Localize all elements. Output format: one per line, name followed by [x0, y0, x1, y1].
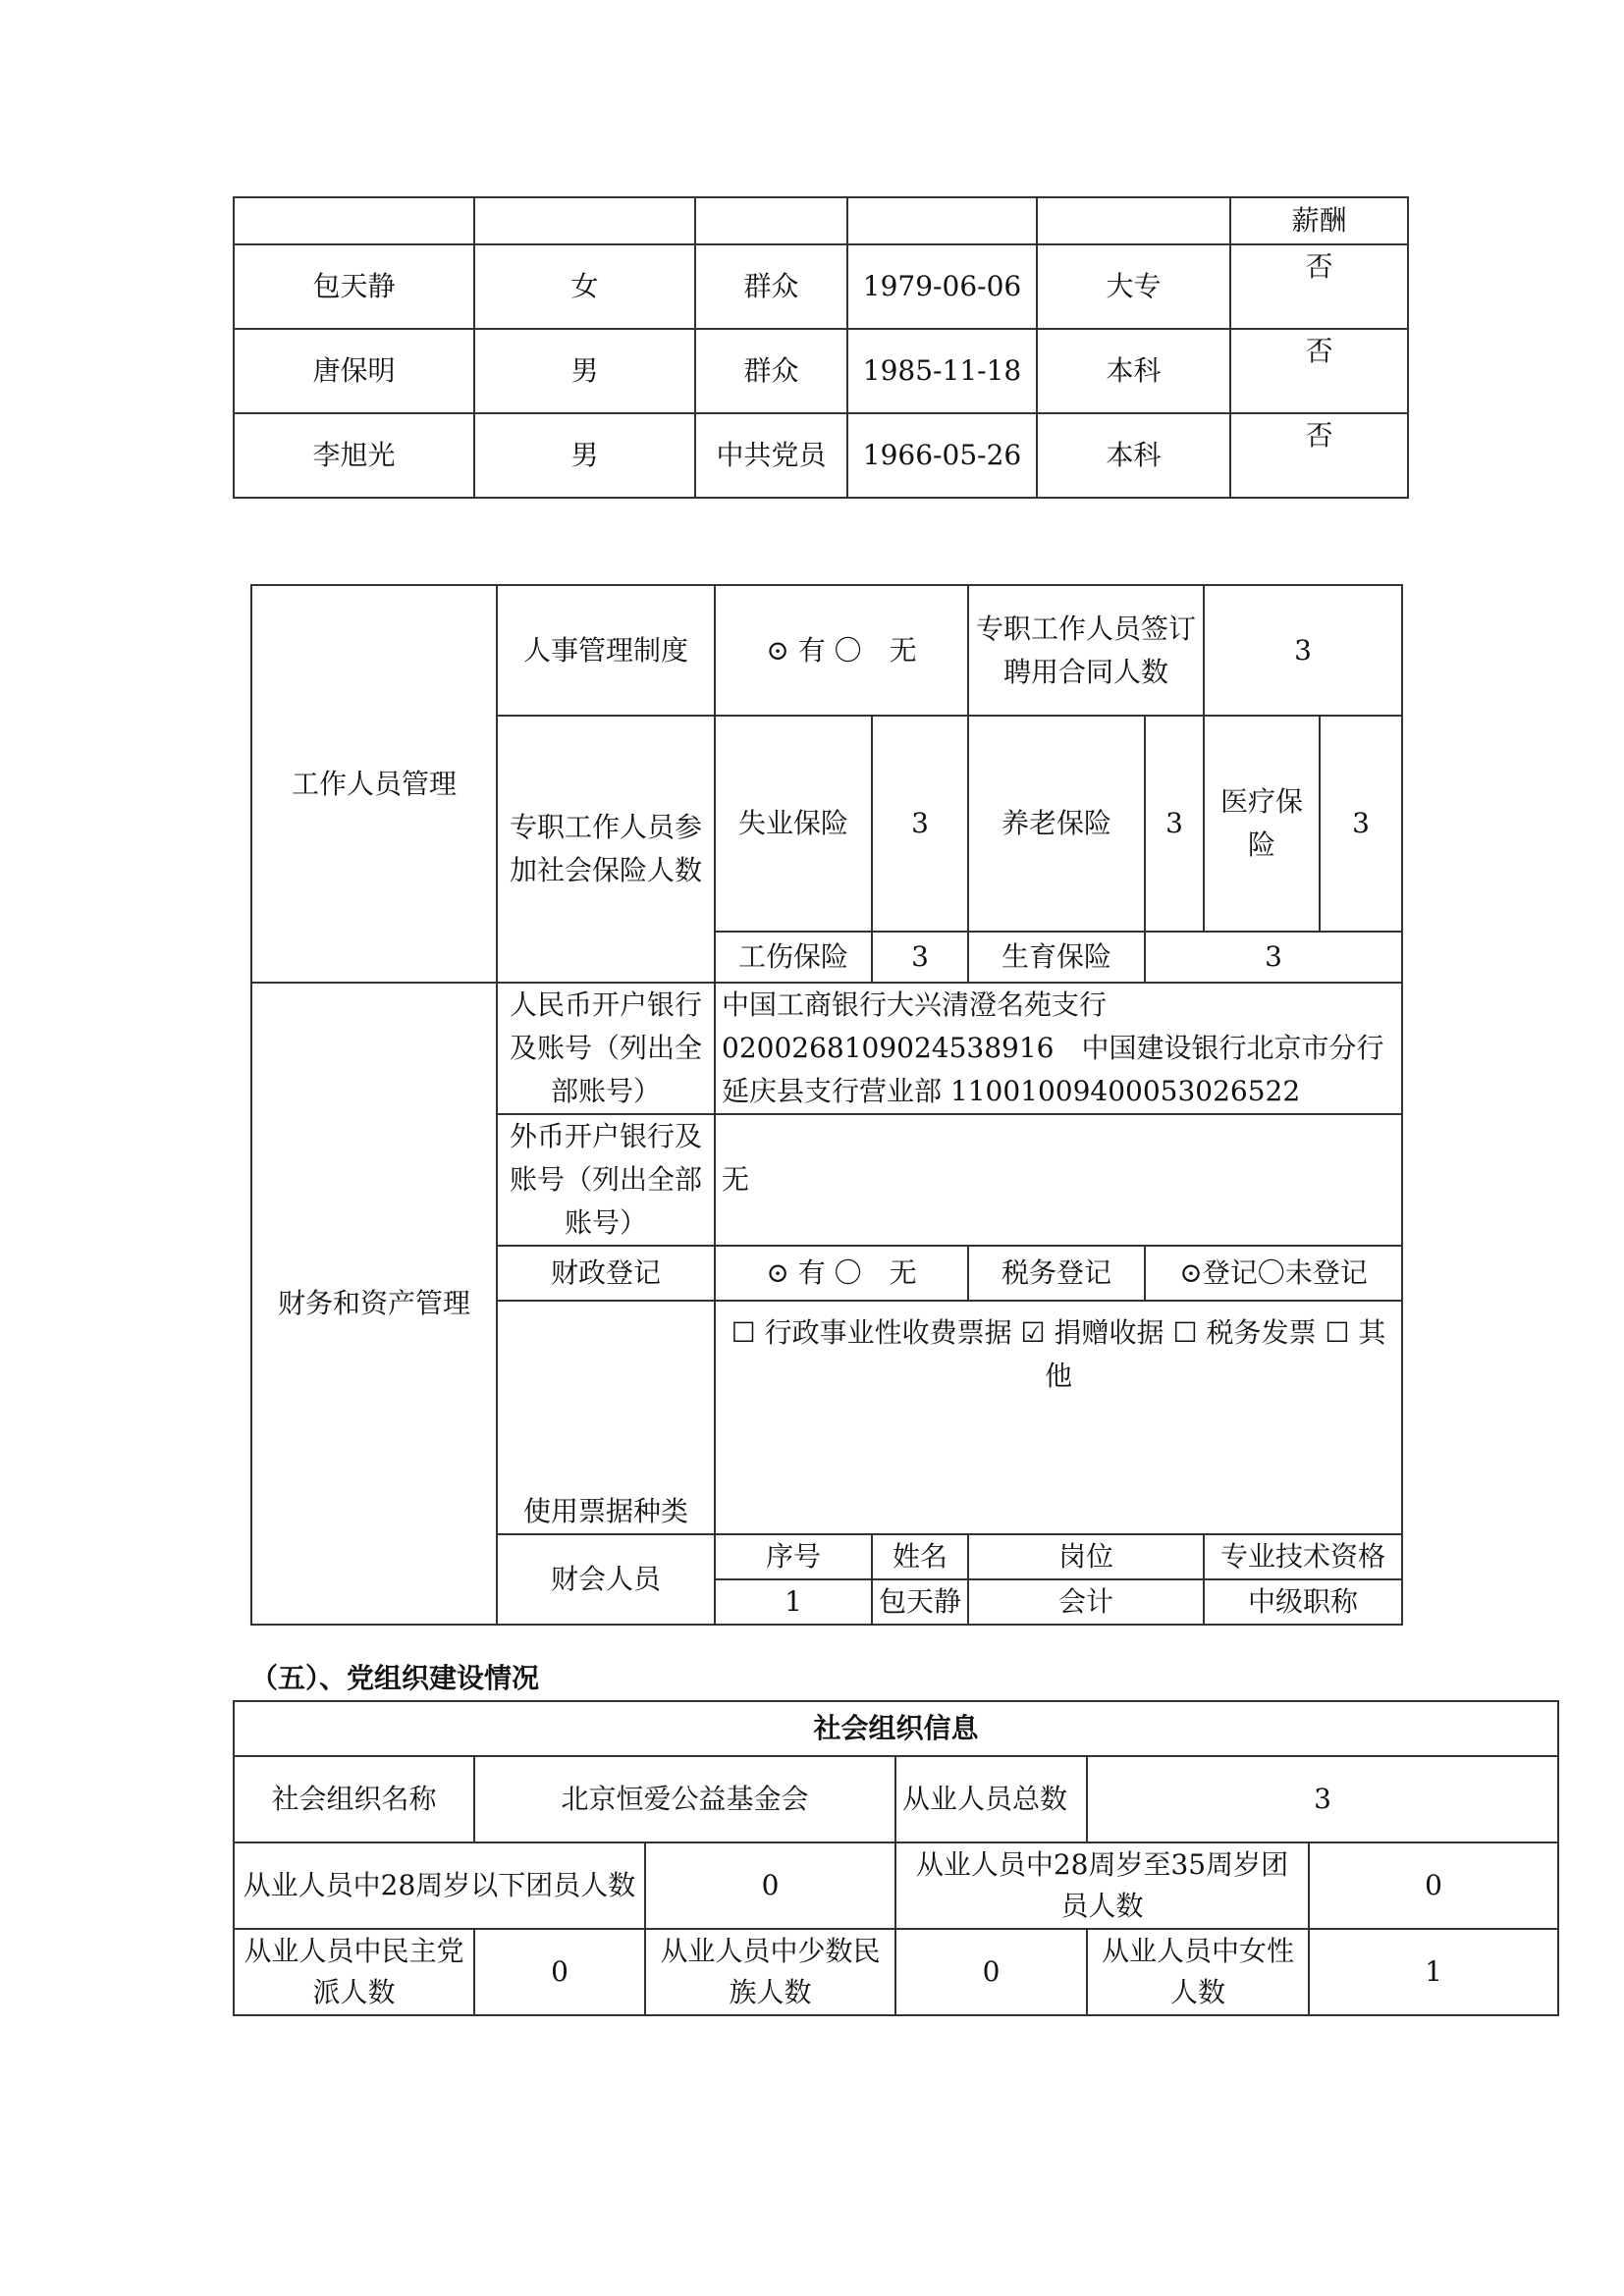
- rmb-account-label: 人民币开户银行及账号（列出全部账号）: [497, 983, 715, 1114]
- staff-gender: 女: [474, 244, 695, 329]
- staff-politics: 群众: [695, 329, 847, 413]
- staff-salary: 否: [1230, 329, 1408, 413]
- maternity-value: 3: [1145, 932, 1402, 983]
- invoice-label: 使用票据种类: [497, 1301, 715, 1534]
- league-28-35-value: 0: [1309, 1842, 1558, 1929]
- pension-value: 3: [1145, 716, 1204, 932]
- table-row: [251, 585, 1402, 716]
- unemployment-value: 3: [872, 716, 968, 932]
- democratic-value: 0: [474, 1929, 645, 2015]
- staff-birth: 1985-11-18: [847, 329, 1037, 413]
- acc-header-no: 序号: [715, 1534, 872, 1579]
- acc-qual: 中级职称: [1204, 1579, 1402, 1625]
- staff-gender: 男: [474, 413, 695, 498]
- maternity-label: 生育保险: [968, 932, 1145, 983]
- league-under28-value: 0: [645, 1842, 895, 1929]
- staff-birth: 1979-06-06: [847, 244, 1037, 329]
- contract-value: 3: [1204, 585, 1402, 716]
- staff-politics: 群众: [695, 244, 847, 329]
- injury-label: 工伤保险: [715, 932, 872, 983]
- female-label: 从业人员中女性人数: [1087, 1929, 1309, 2015]
- acc-header-post: 岗位: [968, 1534, 1204, 1579]
- staff-education: 本科: [1037, 413, 1230, 498]
- insurance-label: 专职工作人员参加社会保险人数: [497, 716, 715, 983]
- table-row: [234, 413, 1408, 498]
- hr-system-value: ⊙ 有 〇 无: [715, 585, 968, 716]
- minority-value: 0: [895, 1929, 1087, 2015]
- table-cell: [695, 197, 847, 244]
- staff-salary: 否: [1230, 413, 1408, 498]
- medical-value: 3: [1320, 716, 1402, 932]
- total-label: 从业人员总数: [895, 1756, 1087, 1842]
- staff-politics: 中共党员: [695, 413, 847, 498]
- staff-salary: 否: [1230, 244, 1408, 329]
- accountant-label: 财会人员: [497, 1534, 715, 1625]
- org-info-table: [233, 1700, 1559, 2016]
- tax-label: 税务登记: [968, 1246, 1145, 1301]
- invoice-value: ☐ 行政事业性收费票据 ☑ 捐赠收据 ☐ 税务发票 ☐ 其他: [715, 1301, 1402, 1534]
- tax-value: ⊙登记〇未登记: [1145, 1246, 1402, 1301]
- league-under28-label: 从业人员中28周岁以下团员人数: [234, 1842, 645, 1929]
- contract-label: 专职工作人员签订聘用合同人数: [968, 585, 1204, 716]
- table-row: [234, 1701, 1558, 1756]
- acc-header-qual: 专业技术资格: [1204, 1534, 1402, 1579]
- unemployment-label: 失业保险: [715, 716, 872, 932]
- table-row: [234, 197, 1408, 244]
- staff-table: [233, 196, 1409, 499]
- staff-education: 本科: [1037, 329, 1230, 413]
- female-value: 1: [1309, 1929, 1558, 2015]
- org-name-label: 社会组织名称: [234, 1756, 474, 1842]
- acc-post: 会计: [968, 1579, 1204, 1625]
- fiscal-label: 财政登记: [497, 1246, 715, 1301]
- table-cell: [847, 197, 1037, 244]
- pension-label: 养老保险: [968, 716, 1145, 932]
- acc-header-name: 姓名: [872, 1534, 968, 1579]
- staff-name: 唐保明: [234, 329, 474, 413]
- salary-header: 薪酬: [1230, 197, 1408, 244]
- table-row: [234, 329, 1408, 413]
- fx-account-value: 无: [715, 1114, 1402, 1246]
- table-cell: [1037, 197, 1230, 244]
- staff-education: 大专: [1037, 244, 1230, 329]
- table-row: [251, 983, 1402, 1114]
- table-row: [234, 1842, 1558, 1929]
- hr-system-label: 人事管理制度: [497, 585, 715, 716]
- management-table: [250, 584, 1403, 1626]
- minority-label: 从业人员中少数民族人数: [645, 1929, 895, 2015]
- table-row: [234, 244, 1408, 329]
- acc-no: 1: [715, 1579, 872, 1625]
- table-cell: [474, 197, 695, 244]
- total-value: 3: [1087, 1756, 1558, 1842]
- staff-section-label: 工作人员管理: [251, 585, 497, 983]
- staff-name: 包天静: [234, 244, 474, 329]
- staff-name: 李旭光: [234, 413, 474, 498]
- fiscal-value: ⊙ 有 〇 无: [715, 1246, 968, 1301]
- staff-birth: 1966-05-26: [847, 413, 1037, 498]
- acc-name: 包天静: [872, 1579, 968, 1625]
- table-row: [234, 1756, 1558, 1842]
- table-row: [234, 1929, 1558, 2015]
- rmb-account-value: 中国工商银行大兴清澄名苑支行 0200268109024538916 中国建设银行北京市分行延庆县支行营业部 11001009400053026522: [715, 983, 1402, 1114]
- medical-label: 医疗保险: [1204, 716, 1320, 932]
- table-cell: [234, 197, 474, 244]
- org-table-title: 社会组织信息: [234, 1701, 1558, 1756]
- staff-gender: 男: [474, 329, 695, 413]
- injury-value: 3: [872, 932, 968, 983]
- section-heading: （五）、党组织建设情况: [250, 1662, 540, 1694]
- league-28-35-label: 从业人员中28周岁至35周岁团员人数: [895, 1842, 1309, 1929]
- democratic-label: 从业人员中民主党派人数: [234, 1929, 474, 2015]
- fx-account-label: 外币开户银行及账号（列出全部账号）: [497, 1114, 715, 1246]
- org-name-value: 北京恒爱公益基金会: [474, 1756, 895, 1842]
- finance-section-label: 财务和资产管理: [251, 983, 497, 1625]
